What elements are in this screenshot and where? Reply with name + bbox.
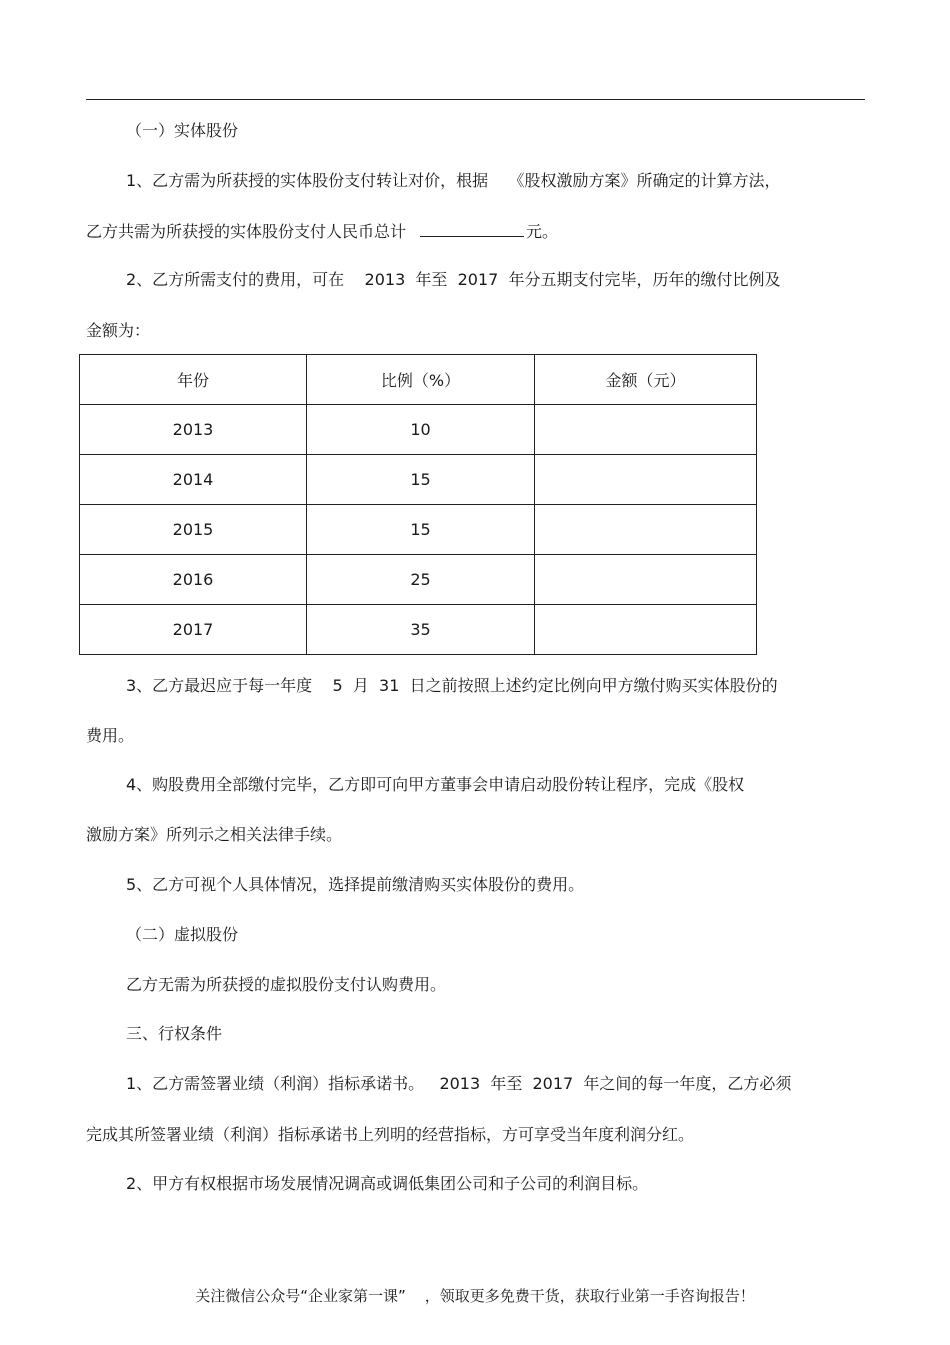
cell-year: 2017 [80, 605, 307, 655]
table-row [80, 505, 757, 555]
cell-amount [535, 555, 757, 605]
table-header-row [80, 355, 757, 405]
paragraph-5: 5、乙方可视个人具体情况，选择提前缴清购买实体股份的费用。 [126, 875, 585, 894]
table-row [80, 405, 757, 455]
cell-ratio: 10 [307, 405, 535, 455]
cell-amount [535, 505, 757, 555]
section-3-paragraph-2: 2、甲方有权根据市场发展情况调高或调低集团公司和子公司的利润目标。 [126, 1174, 649, 1193]
paragraph-3-line-2: 费用。 [86, 726, 135, 745]
section-2-heading: （二）虚拟股份 [126, 925, 239, 944]
paragraph-1-text: 乙方共需为所获授的实体股份支付人民币总计 [86, 222, 407, 241]
header-amount: 金额（元） [535, 355, 757, 405]
paragraph-1-line-2 [86, 220, 558, 243]
section-2-paragraph: 乙方无需为所获授的虚拟股份支付认购费用。 [126, 975, 447, 994]
amount-blank-field [420, 220, 524, 237]
table-row [80, 455, 757, 505]
header-rule [86, 99, 865, 100]
cell-amount [535, 405, 757, 455]
section-3-paragraph-1-line-1: 1、乙方需签署业绩（利润）指标承诺书。 2013 年至 2017 年之间的每一年度，乙方必须 [126, 1074, 792, 1093]
header-year: 年份 [80, 355, 307, 405]
cell-ratio: 25 [307, 555, 535, 605]
section-1-heading: （一）实体股份 [126, 121, 239, 140]
table-row [80, 605, 757, 655]
paragraph-2-line-2: 金额为： [86, 321, 151, 340]
footer-promo-text: 关注微信公众号“企业家第一课” ，领取更多免费干货，获取行业第一手咨询报告！ [195, 1287, 755, 1305]
paragraph-4-line-2: 激励方案》所列示之相关法律手续。 [86, 825, 343, 844]
cell-amount [535, 455, 757, 505]
cell-year: 2016 [80, 555, 307, 605]
paragraph-1-unit: 元。 [526, 222, 559, 241]
section-3-heading: 三、行权条件 [126, 1024, 223, 1043]
cell-amount [535, 605, 757, 655]
paragraph-4-line-1: 4、购股费用全部缴付完毕，乙方即可向甲方董事会申请启动股份转让程序，完成《股权 [126, 775, 745, 794]
cell-year: 2013 [80, 405, 307, 455]
section-3-paragraph-1-line-2: 完成其所签署业绩（利润）指标承诺书上列明的经营指标，方可享受当年度利润分红。 [86, 1125, 695, 1144]
cell-ratio: 15 [307, 505, 535, 555]
cell-year: 2014 [80, 455, 307, 505]
paragraph-1-line-1: 1、乙方需为所获授的实体股份支付转让对价，根据 《股权激励方案》所确定的计算方法， [126, 171, 781, 190]
cell-ratio: 35 [307, 605, 535, 655]
header-ratio: 比例（%） [307, 355, 535, 405]
paragraph-3-line-1: 3、乙方最迟应于每一年度 5 月 31 日之前按照上述约定比例向甲方缴付购买实体股份的 [126, 676, 778, 695]
table-row [80, 555, 757, 605]
cell-ratio: 15 [307, 455, 535, 505]
cell-year: 2015 [80, 505, 307, 555]
payment-schedule-table [79, 354, 757, 655]
paragraph-2-line-1: 2、乙方所需支付的费用，可在 2013 年至 2017 年分五期支付完毕，历年的缴付比例及 [126, 270, 781, 289]
